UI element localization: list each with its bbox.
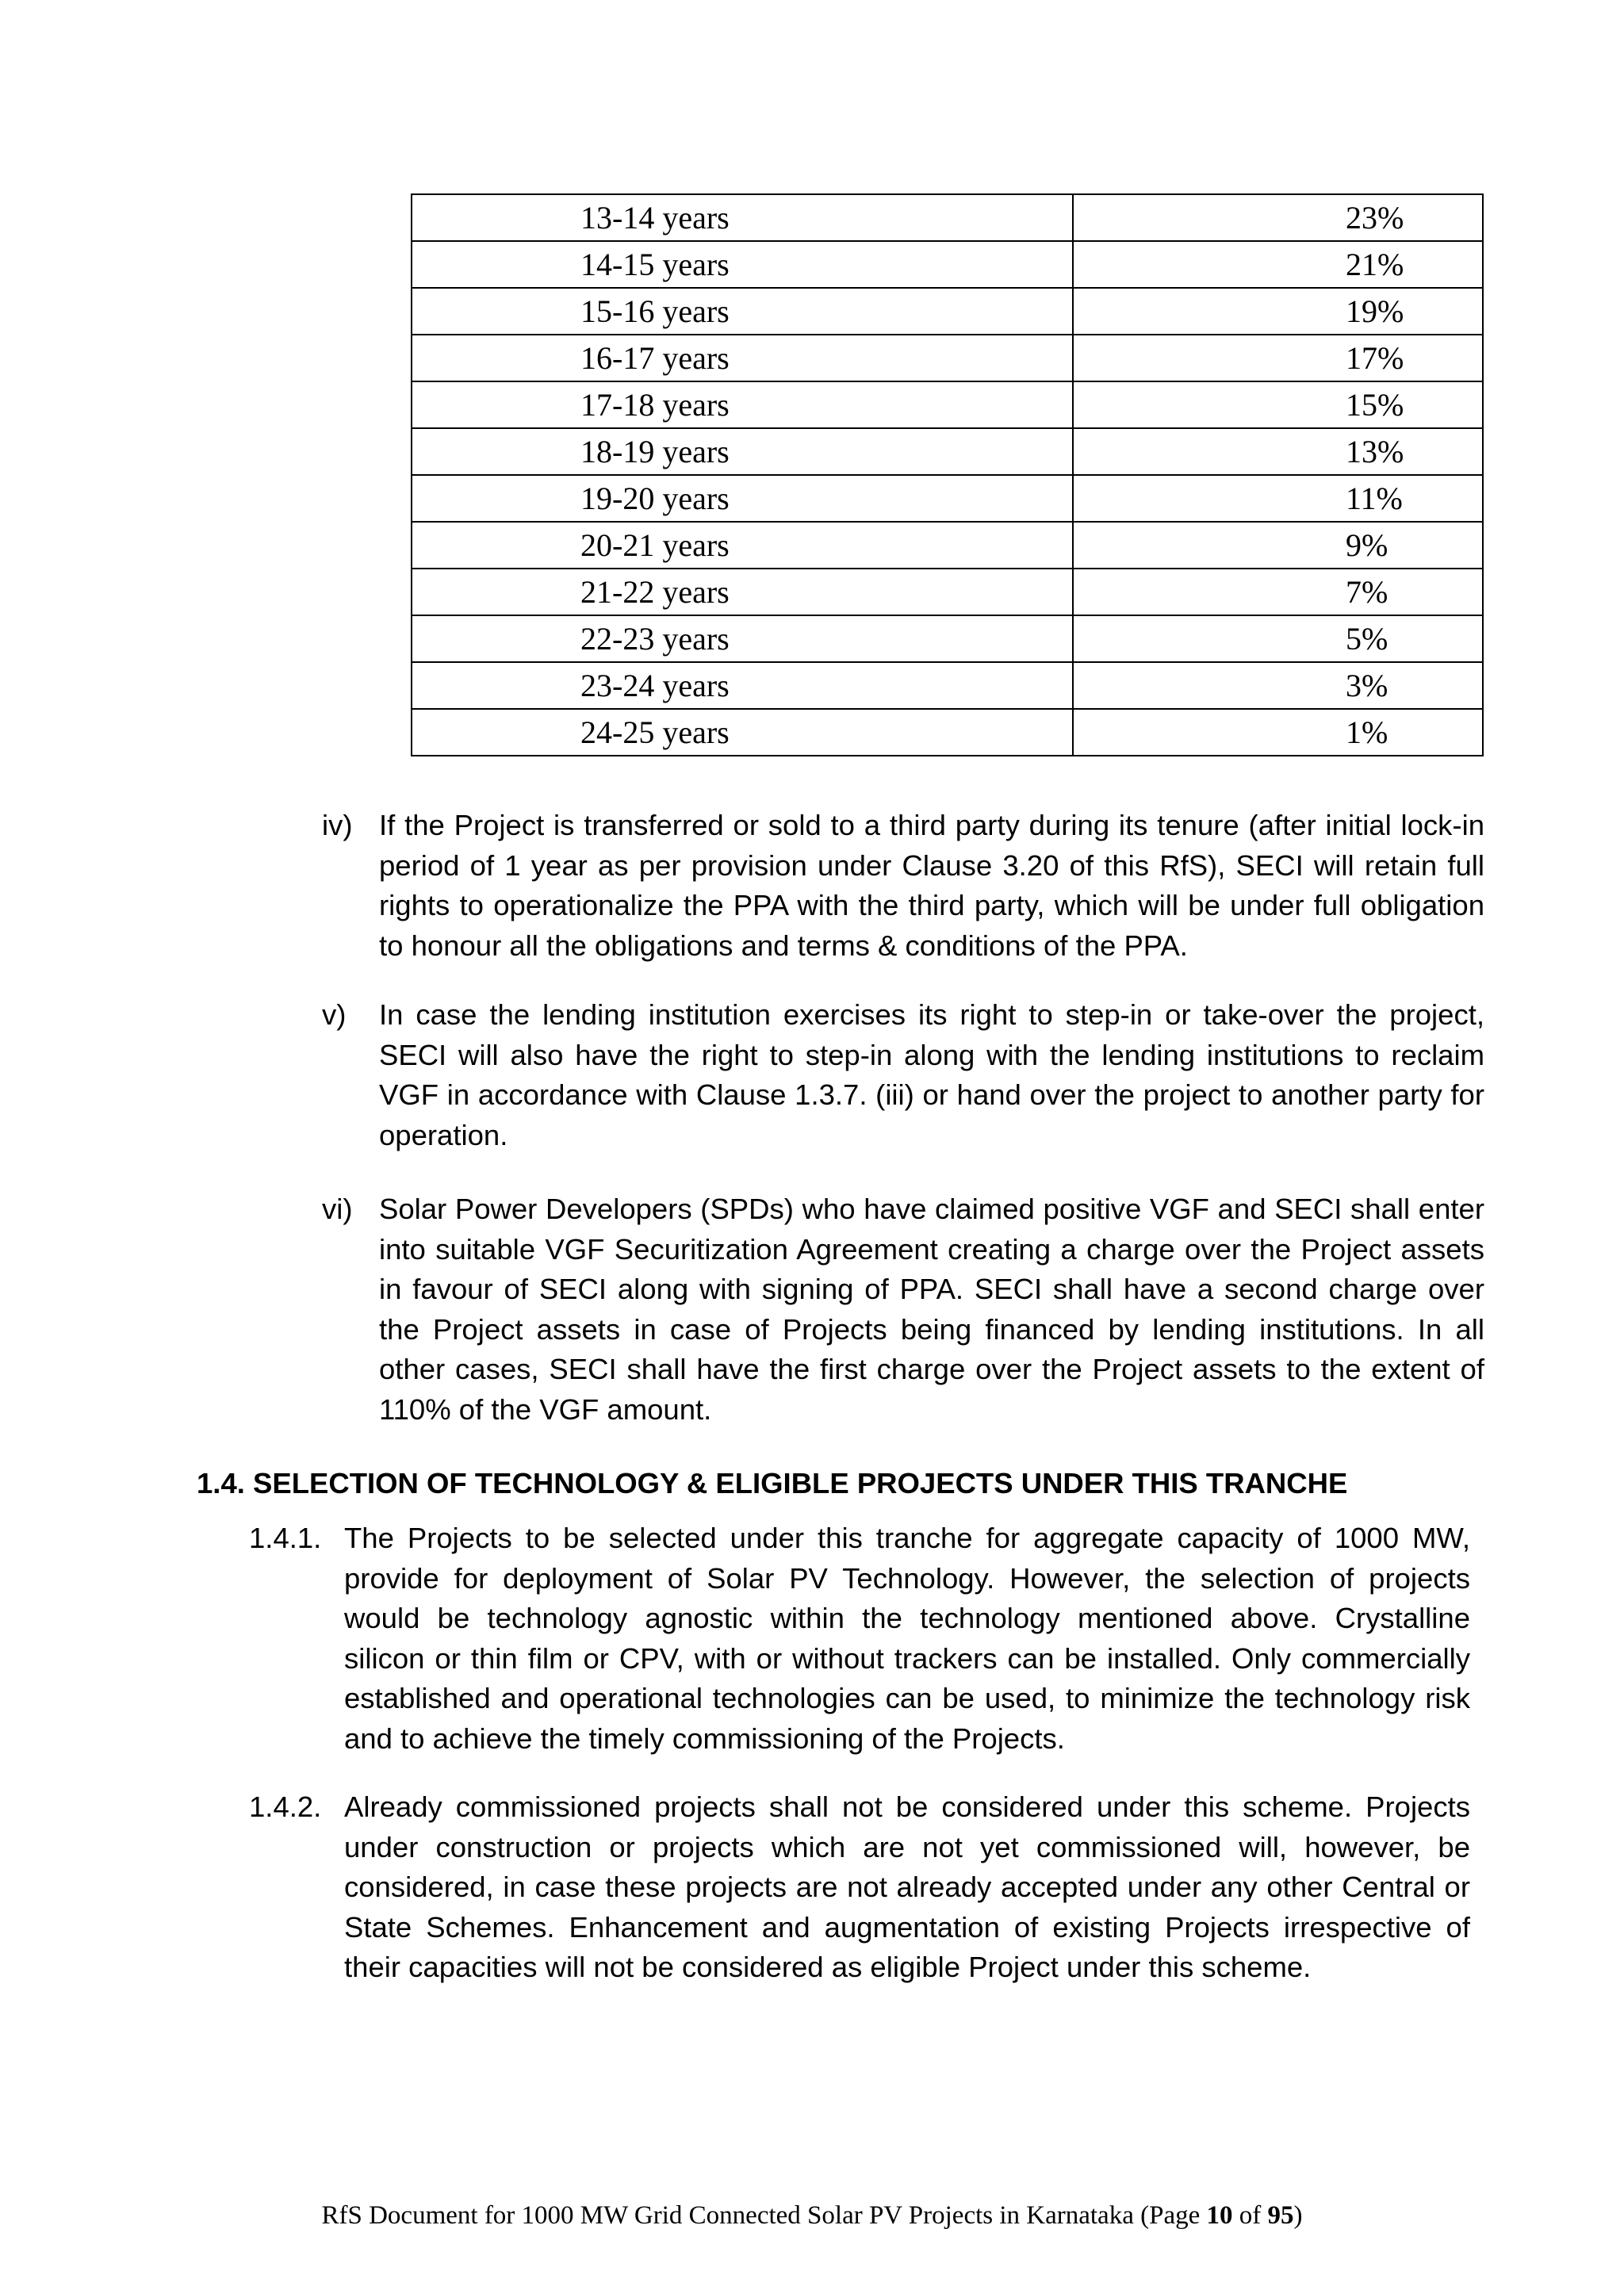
clause-1-4-2-text: Already commissioned projects shall not be considered under this scheme. Projects under construction or projects which are not yet commissioned will, however, be considered, in case these projects are not already accepted under any other Central or State Schemes. Enhancement and augmentation of existing Projects irrespective of their capacities will not be considered as eligible Project under this scheme. <box>344 1790 1470 1983</box>
table-row <box>412 662 1483 709</box>
table-row <box>412 428 1483 475</box>
footer-suffix: ) <box>1293 2201 1303 2230</box>
table-cell-period: 17-18 years <box>412 381 1073 428</box>
footer-total-pages: 95 <box>1267 2201 1294 2230</box>
table-row <box>412 194 1483 241</box>
clause-1-4-2-number: 1.4.2. <box>249 1790 322 1823</box>
vgf-percentage-table <box>411 193 1484 756</box>
table-row <box>412 615 1483 662</box>
table-cell-value: 21% <box>1073 241 1483 288</box>
table-cell-period: 22-23 years <box>412 615 1073 662</box>
table-cell-value: 23% <box>1073 194 1483 241</box>
table-row <box>412 335 1483 381</box>
table-cell-period: 18-19 years <box>412 428 1073 475</box>
table-cell-period: 24-25 years <box>412 709 1073 756</box>
table-row <box>412 475 1483 522</box>
table-cell-period: 16-17 years <box>412 335 1073 381</box>
table-cell-value: 11% <box>1073 475 1483 522</box>
table-cell-value: 5% <box>1073 615 1483 662</box>
clause-1-4-1-text: The Projects to be selected under this tranche for aggregate capacity of 1000 MW, provide for deployment of Solar PV Technology. However, the selection of projects would be technology agnostic within the technology mentioned above. Crystalline silicon or thin film or CPV, with or without trackers can be installed. Only commercially established and operational technologies can be used, to minimize the technology risk and to achieve the timely commissioning of the Projects. <box>344 1522 1470 1755</box>
footer-page-number: 10 <box>1206 2201 1233 2230</box>
footer-of: of <box>1232 2201 1268 2230</box>
table-cell-value: 7% <box>1073 569 1483 615</box>
table-cell-value: 15% <box>1073 381 1483 428</box>
table-cell-period: 14-15 years <box>412 241 1073 288</box>
table-cell-value: 19% <box>1073 288 1483 335</box>
table-cell-value: 13% <box>1073 428 1483 475</box>
table-cell-value: 9% <box>1073 522 1483 569</box>
item-v-text: In case the lending institution exercises its right to step-in or take-over the project, SECI will also have the right to step-in along with the lending institutions to reclaim VGF in accordance with Clause 1.3.7. (iii) or hand over the project to another party for operation. <box>379 998 1484 1151</box>
item-iv-marker: iv) <box>322 809 353 841</box>
section-heading: 1.4. SELECTION OF TECHNOLOGY & ELIGIBLE PROJECTS UNDER THIS TRANCHE <box>197 1467 1348 1499</box>
footer-prefix: RfS Document for 1000 MW Grid Connected Solar PV Projects in Karnataka (Page <box>321 2201 1207 2230</box>
table-cell-period: 21-22 years <box>412 569 1073 615</box>
table-body <box>412 194 1483 756</box>
table-cell-period: 13-14 years <box>412 194 1073 241</box>
table-row <box>412 381 1483 428</box>
table-row <box>412 288 1483 335</box>
item-vi-marker: vi) <box>322 1193 353 1225</box>
table-cell-period: 15-16 years <box>412 288 1073 335</box>
table-row <box>412 569 1483 615</box>
table-row <box>412 522 1483 569</box>
table-row <box>412 241 1483 288</box>
item-iv-text: If the Project is transferred or sold to a third party during its tenure (after initial lock-in period of 1 year as per provision under Clause 3.20 of this RfS), SECI will retain full rights to operationalize the PPA with the third party, which will be under full obligation to honour all the obligations and terms & conditions of the PPA. <box>379 809 1484 962</box>
table-cell-value: 1% <box>1073 709 1483 756</box>
table-row <box>412 709 1483 756</box>
clause-1-4-1-number: 1.4.1. <box>249 1522 322 1554</box>
table-cell-period: 23-24 years <box>412 662 1073 709</box>
table-cell-value: 17% <box>1073 335 1483 381</box>
table-cell-period: 20-21 years <box>412 522 1073 569</box>
item-vi-text: Solar Power Developers (SPDs) who have claimed positive VGF and SECI shall enter into suitable VGF Securitization Agreement creating a charge over the Project assets in favour of SECI along with signing of PPA. SECI shall have a second charge over the Project assets in case of Projects being financed by lending institutions. In all other cases, SECI shall have the first charge over the Project assets to the extent of 110% of the VGF amount. <box>379 1193 1484 1426</box>
table-cell-period: 19-20 years <box>412 475 1073 522</box>
table-cell-value: 3% <box>1073 662 1483 709</box>
page-footer <box>0 2200 1624 2231</box>
item-v-marker: v) <box>322 998 347 1031</box>
